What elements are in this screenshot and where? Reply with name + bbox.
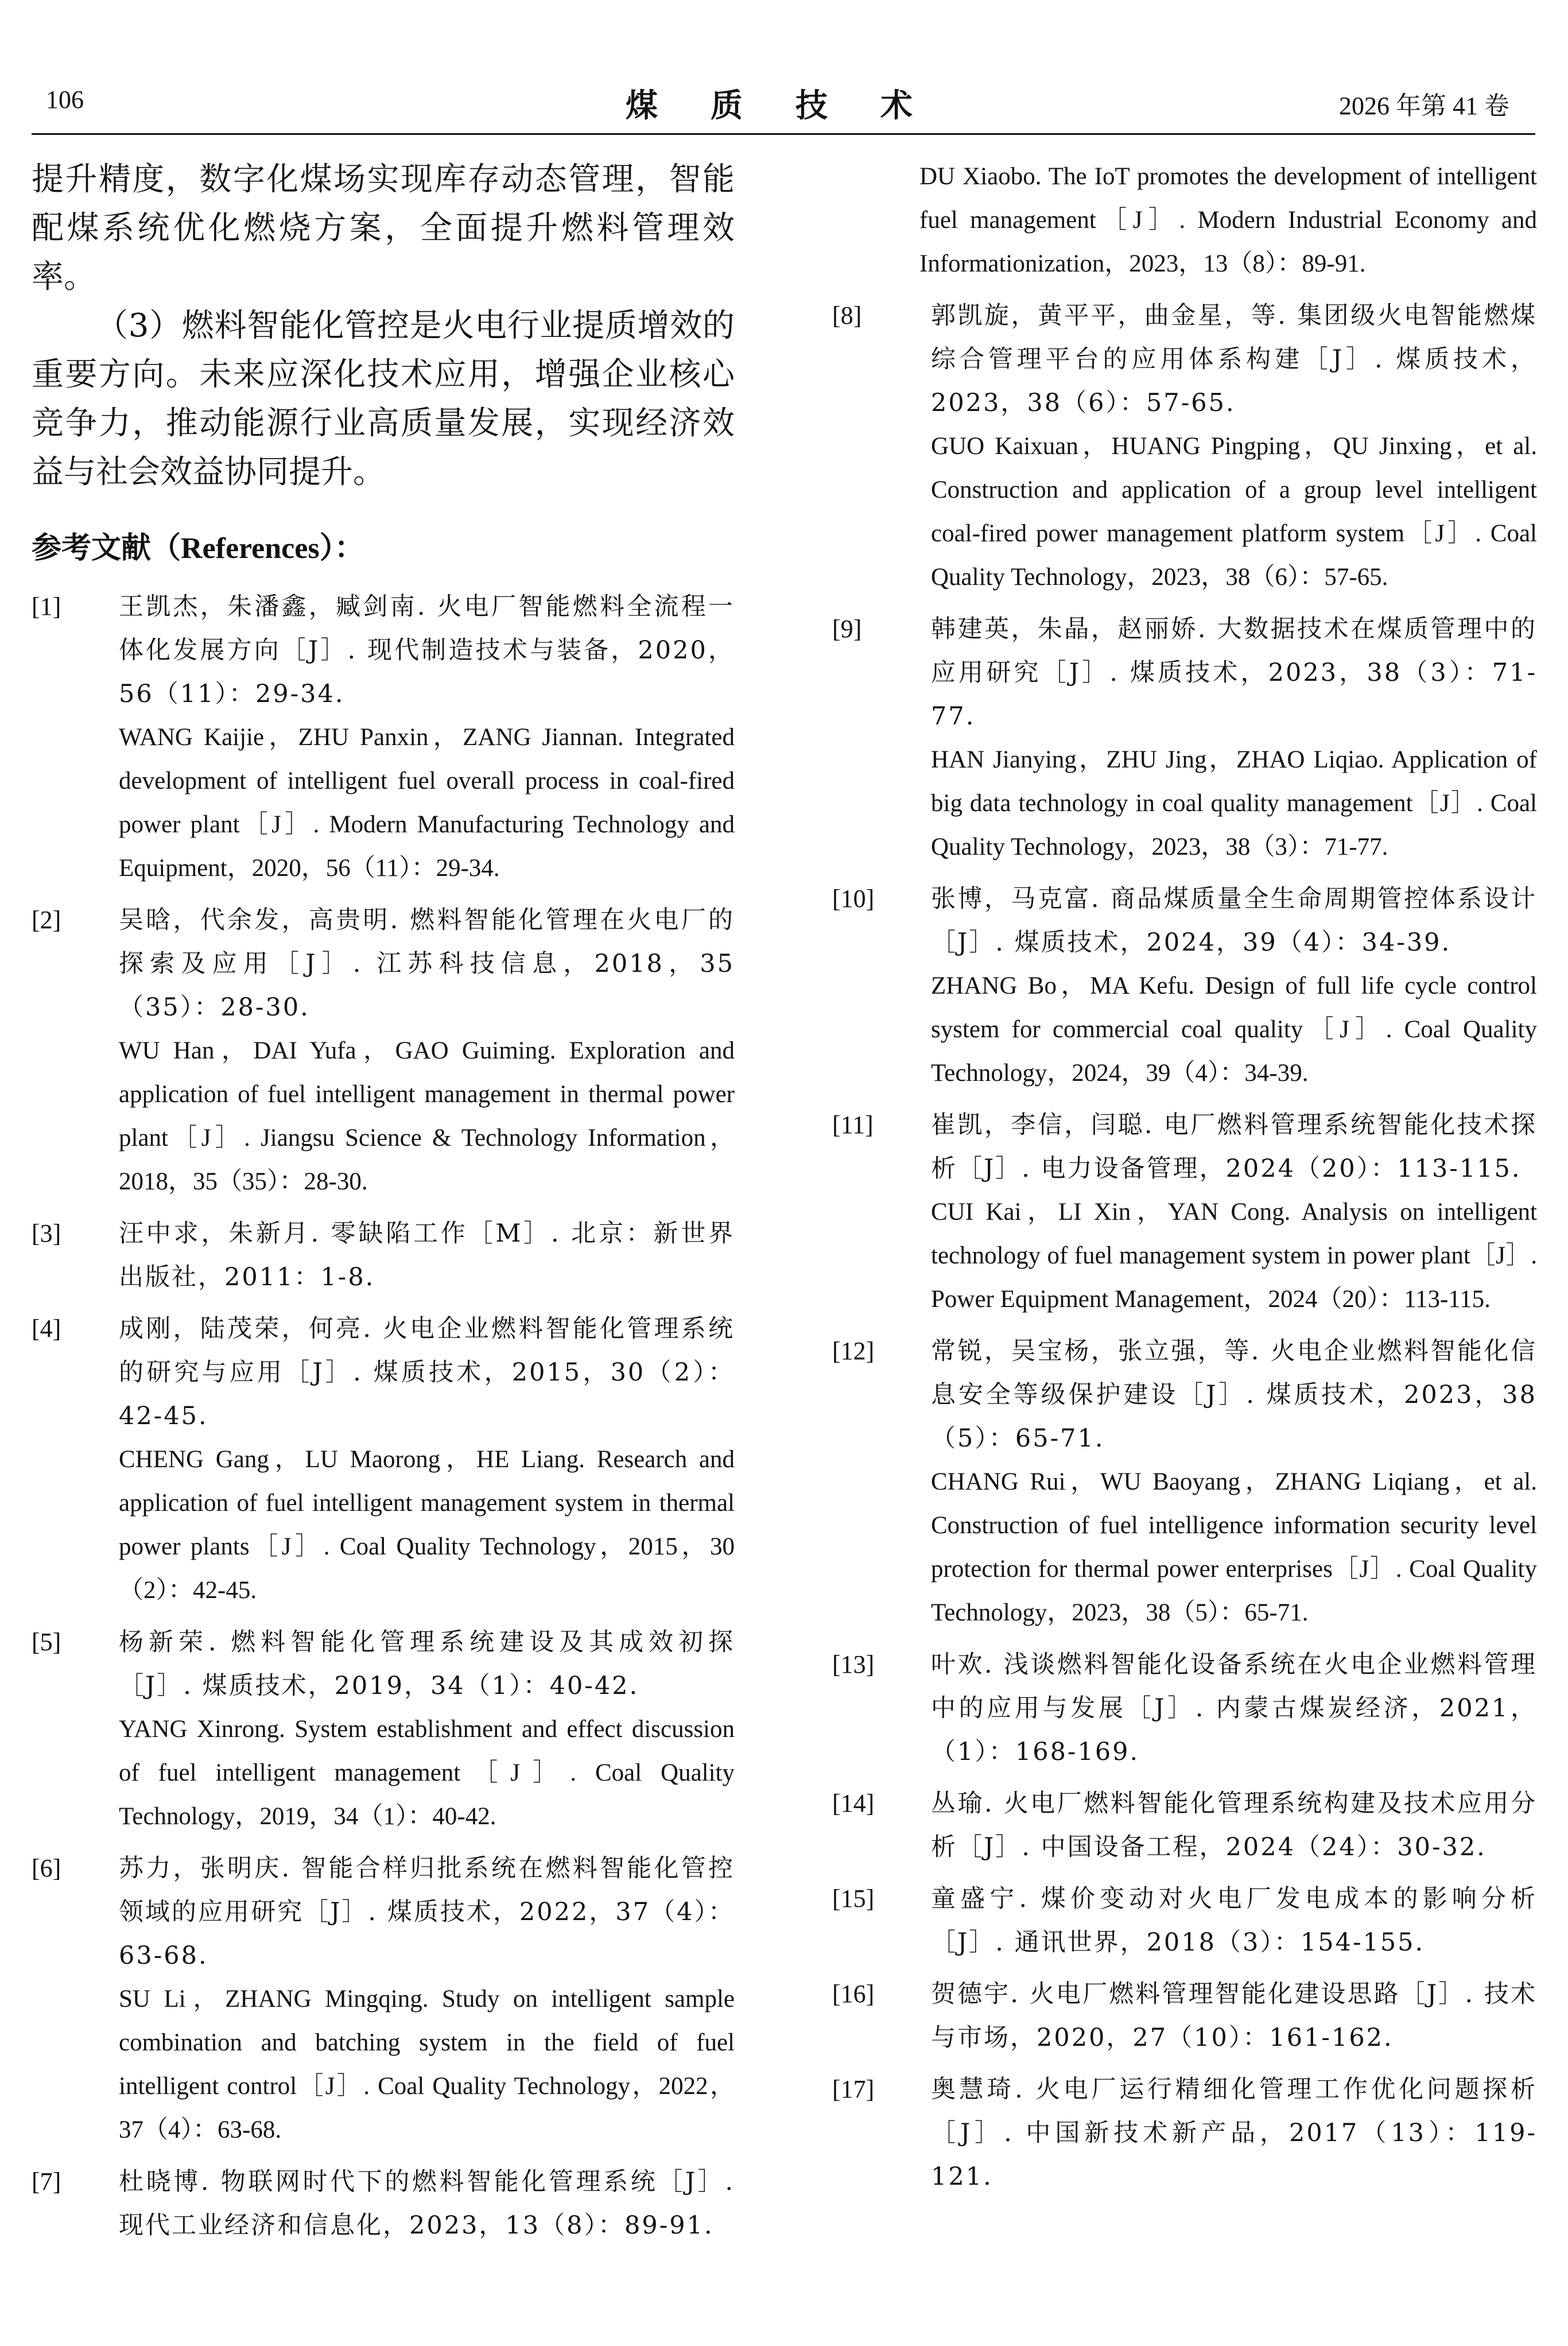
reference-en: HAN Jianying，ZHU Jing，ZHAO Liqiao. Application of big data technology in coal quality management［J］. Coal Quality Technology，2023，38（3）：71-77. <box>931 746 1537 860</box>
reference-item <box>32 1212 735 1299</box>
page-number: 106 <box>46 86 84 114</box>
reference-item <box>832 1103 1537 1321</box>
reference-zh: 丛瑜. 火电厂燃料智能化管理系统构建及技术应用分析［J］. 中国设备工程，2024（24）：30-32. <box>931 1789 1537 1862</box>
reference-en: ZHANG Bo，MA Kefu. Design of full life cycle control system for commercial coal quality［J］. Coal Quality Technology，2024，39（4）：34-39. <box>931 972 1537 1087</box>
body-paragraph: 提升精度，数字化煤场实现库存动态管理，智能配煤系统优化燃烧方案，全面提升燃料管理效率。 <box>32 161 735 296</box>
reference-item <box>32 898 735 1204</box>
reference-number: [7] <box>32 2167 61 2196</box>
reference-number: [17] <box>832 2075 875 2103</box>
right-column <box>832 155 1537 2198</box>
reference-number: [1] <box>32 592 61 621</box>
reference-item <box>832 1643 1537 1774</box>
reference-item <box>32 1847 735 2152</box>
references-heading-en: （References）： <box>151 532 364 565</box>
reference-en: CUI Kai，LI Xin，YAN Cong. Analysis on intelligent technology of fuel management system in power plant［J］. Power Equipment Management，2024（20）：113-115. <box>931 1199 1537 1313</box>
reference-en: CHANG Rui，WU Baoyang，ZHANG Liqiang，et al. Construction of fuel intelligence information security level protection for thermal power enterprises［J］. Coal Quality Technology，2023，38（5）：65-71. <box>931 1468 1537 1626</box>
body-paragraph: （3）燃料智能化管控是火电行业提质增效的重要方向。未来应深化技术应用，增强企业核心竞争力，推动能源行业高质量发展，实现经济效益与社会效益协同提升。 <box>32 307 735 491</box>
volume-info: 2026 年第 41 卷 <box>1339 92 1509 120</box>
reference-item <box>32 585 735 890</box>
reference-number: [5] <box>32 1628 61 1656</box>
reference-item <box>32 2160 735 2247</box>
reference-en: WU Han，DAI Yufa，GAO Guiming. Exploration and application of fuel intelligent management in thermal power plant［J］. Jiangsu Science & Technology Information，2018，35（35）：28-30. <box>119 1037 735 1195</box>
journal-title: 煤质技术 <box>626 87 965 125</box>
reference-zh: 汪中求，朱新月. 零缺陷工作［M］. 北京：新世界出版社，2011：1-8. <box>119 1219 735 1292</box>
header-rule <box>32 133 1535 135</box>
reference-item <box>832 1782 1537 1869</box>
reference-item <box>832 1972 1537 2060</box>
reference-number: [15] <box>832 1884 875 1913</box>
reference-en: DU Xiaobo. The IoT promotes the development of intelligent fuel management［J］. Modern Industrial Economy and Informationization，2023，13（8）：89-91. <box>919 163 1537 277</box>
references-heading-zh: 参考文献 <box>32 530 152 565</box>
reference-number: [11] <box>832 1111 874 1139</box>
reference-continuation <box>832 155 1537 286</box>
reference-zh: 崔凯，李信，闫聪. 电厂燃料管理系统智能化技术探析［J］. 电力设备管理，2024（20）：113-115. <box>931 1111 1537 1183</box>
reference-en: YANG Xinrong. System establishment and effect discussion of fuel intelligent management［J］. Coal Quality Technology，2019，34（1）：40-42. <box>119 1716 735 1830</box>
reference-number: [8] <box>832 301 862 329</box>
reference-en: WANG Kaijie，ZHU Panxin，ZANG Jiannan. Integrated development of intelligent fuel overall process in coal-fired power plant［J］. Modern Manufacturing Technology and Equipment，2020，56（11）：29-34. <box>119 724 735 882</box>
reference-item <box>32 1620 735 1839</box>
reference-number: [2] <box>32 906 61 934</box>
reference-en: SU Li，ZHANG Mingqing. Study on intelligent sample combination and batching system in the field of fuel intelligent control［J］. Coal Quality Technology，2022，37（4）：63-68. <box>119 1986 735 2143</box>
reference-zh: 韩建英，朱晶，赵丽娇. 大数据技术在煤质管理中的应用研究［J］. 煤质技术，2023，38（3）：71-77. <box>931 615 1537 731</box>
reference-zh: 贺德宇. 火电厂燃料管理智能化建设思路［J］. 技术与市场，2020，27（10）：161-162. <box>931 1980 1537 2052</box>
reference-zh: 郭凯旋，黄平平，曲金星，等. 集团级火电智能燃煤综合管理平台的应用体系构建［J］. 煤质技术，2023，38（6）：57-65. <box>931 301 1537 417</box>
reference-item <box>832 294 1537 599</box>
reference-number: [3] <box>32 1219 61 1247</box>
reference-en: GUO Kaixuan，HUANG Pingping，QU Jinxing，et al. Construction and application of a group level intelligent coal-fired power management platform system［J］. Coal Quality Technology，2023，38（6）：57-65. <box>931 433 1537 591</box>
reference-number: [16] <box>832 1980 875 2008</box>
left-column <box>32 155 735 2247</box>
reference-zh: 杜晓博. 物联网时代下的燃料智能化管理系统［J］. 现代工业经济和信息化，2023，13（8）：89-91. <box>119 2167 735 2240</box>
reference-zh: 张博，马克富. 商品煤质量全生命周期管控体系设计［J］. 煤质技术，2024，39（4）：34-39. <box>931 885 1537 957</box>
reference-en: CHENG Gang，LU Maorong，HE Liang. Research and application of fuel intelligent management system in thermal power plants［J］. Coal Quality Technology，2015，30（2）：42-45. <box>119 1446 735 1604</box>
reference-zh: 王凯杰，朱潘鑫，臧剑南. 火电厂智能燃料全流程一体化发展方向［J］. 现代制造技术与装备，2020，56（11）：29-34. <box>119 592 735 708</box>
reference-zh: 叶欢. 浅谈燃料智能化设备系统在火电企业燃料管理中的应用与发展［J］. 内蒙古煤炭经济，2021，（1）：168-169. <box>931 1650 1537 1766</box>
reference-number: [13] <box>832 1650 875 1678</box>
reference-number: [12] <box>832 1337 875 1365</box>
reference-zh: 苏力，张明庆. 智能合样归批系统在燃料智能化管控领域的应用研究［J］. 煤质技术，2022，37（4）：63-68. <box>119 1854 735 1970</box>
reference-number: [10] <box>832 885 875 913</box>
reference-number: [6] <box>32 1854 61 1882</box>
reference-zh: 杨新荣. 燃料智能化管理系统建设及其成效初探［J］. 煤质技术，2019，34（1）：40-42. <box>119 1628 735 1700</box>
reference-number: [14] <box>832 1789 875 1817</box>
reference-zh: 奥慧琦. 火电厂运行精细化管理工作优化问题探析［J］. 中国新技术新产品，2017（13）：119-121. <box>931 2075 1537 2191</box>
reference-number: [4] <box>32 1314 61 1343</box>
reference-item <box>832 607 1537 869</box>
reference-zh: 常锐，吴宝杨，张立强，等. 火电企业燃料智能化信息安全等级保护建设［J］. 煤质技术，2023，38（5）：65-71. <box>931 1337 1537 1453</box>
reference-zh: 成刚，陆茂荣，何亮. 火电企业燃料智能化管理系统的研究与应用［J］. 煤质技术，2015，30（2）：42-45. <box>119 1314 735 1430</box>
reference-item <box>832 1329 1537 1635</box>
running-header <box>32 80 1535 125</box>
reference-item <box>832 877 1537 1095</box>
reference-zh: 童盛宁. 煤价变动对火电厂发电成本的影响分析［J］. 通讯世界，2018（3）：154-155. <box>931 1884 1537 1957</box>
reference-item <box>32 1307 735 1612</box>
references-heading <box>32 528 735 569</box>
reference-number: [9] <box>832 615 862 643</box>
reference-zh: 吴晗，代余发，高贵明. 燃料智能化管理在火电厂的探索及应用［J］. 江苏科技信息，2018，35（35）：28-30. <box>119 906 735 1022</box>
reference-item <box>832 1877 1537 1964</box>
reference-item <box>832 2068 1537 2198</box>
